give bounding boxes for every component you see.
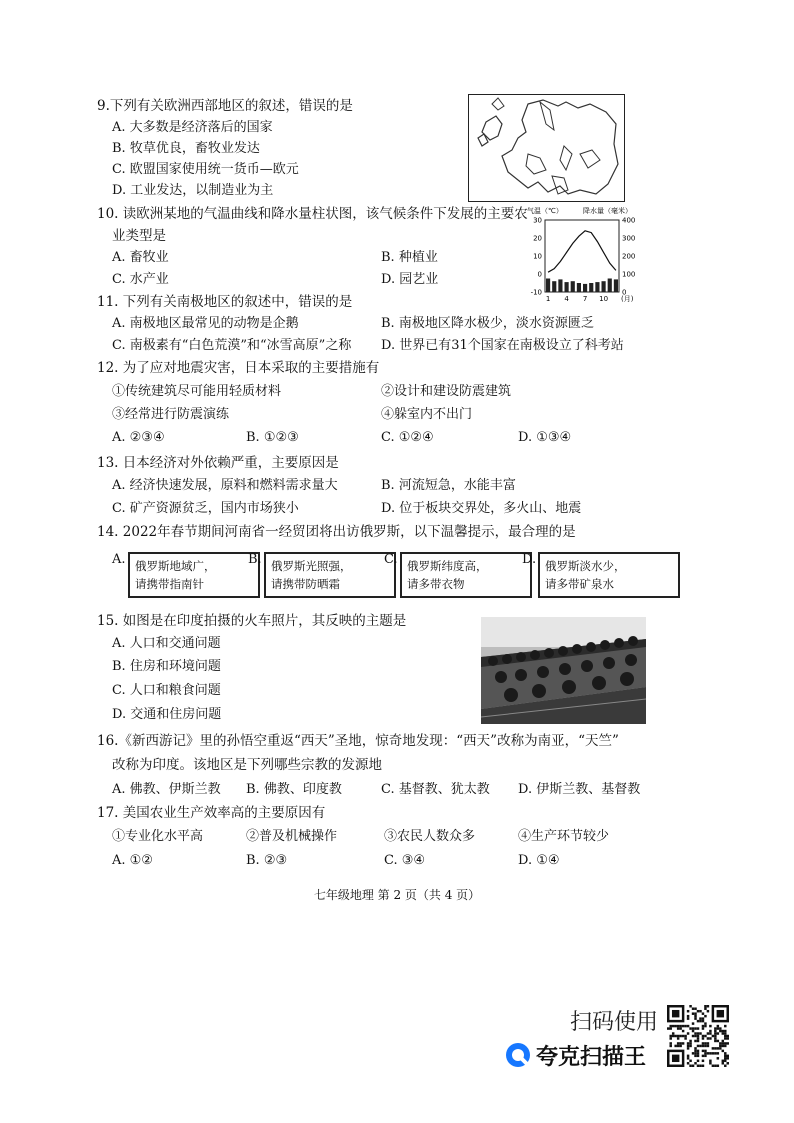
qr-module bbox=[687, 1025, 689, 1027]
qr-module bbox=[717, 1010, 724, 1017]
qr-module bbox=[677, 1035, 679, 1037]
q17-stem: 17. 美国农业生产效率高的主要原因有 bbox=[97, 805, 326, 821]
qr-module bbox=[707, 1052, 709, 1054]
chart-left-tick: 10 bbox=[533, 252, 542, 261]
qr-module bbox=[687, 1015, 689, 1017]
qr-module bbox=[677, 1042, 679, 1044]
qr-module bbox=[694, 1035, 696, 1037]
precipitation-bar bbox=[608, 279, 612, 293]
qr-module bbox=[687, 1042, 689, 1044]
chart-left-ticks bbox=[531, 217, 542, 297]
q9-option-a: A. 大多数是经济落后的国家 bbox=[112, 120, 273, 135]
qr-module bbox=[717, 1057, 719, 1059]
qr-module bbox=[687, 1017, 689, 1019]
q10-option-b: B. 种植业 bbox=[381, 250, 438, 265]
qr-module bbox=[702, 1027, 704, 1029]
qr-module bbox=[692, 1027, 694, 1029]
q14-card-d bbox=[538, 552, 680, 598]
qr-module bbox=[672, 1025, 674, 1027]
qr-module bbox=[714, 1035, 716, 1037]
qr-module bbox=[692, 1035, 694, 1037]
qr-module bbox=[684, 1035, 686, 1037]
q10-option-c: C. 水产业 bbox=[112, 272, 169, 287]
precipitation-bar bbox=[558, 279, 562, 292]
qr-module bbox=[689, 1005, 691, 1007]
qr-module bbox=[667, 1027, 669, 1029]
qr-module bbox=[702, 1020, 704, 1022]
qr-module bbox=[719, 1027, 721, 1029]
qr-module bbox=[717, 1032, 719, 1034]
qr-module bbox=[679, 1027, 681, 1029]
qr-module bbox=[719, 1045, 721, 1047]
chart-x-tick: 1 bbox=[545, 295, 551, 303]
qr-module bbox=[702, 1035, 704, 1037]
qr-module bbox=[689, 1040, 691, 1042]
qr-module bbox=[724, 1060, 726, 1062]
q12-option-a: A. ②③④ bbox=[112, 430, 165, 445]
chart-right-tick: 300 bbox=[622, 234, 636, 243]
qr-module bbox=[689, 1027, 691, 1029]
qr-module bbox=[692, 1065, 694, 1067]
qr-module bbox=[669, 1045, 671, 1047]
qr-module bbox=[669, 1042, 671, 1044]
chart-right-ticks bbox=[622, 217, 635, 297]
q12-statement-1: ①传统建筑尽可能用轻质材料 bbox=[112, 384, 282, 399]
q12-option-c: C. ①②④ bbox=[381, 430, 434, 445]
qr-module bbox=[709, 1062, 711, 1064]
qr-module bbox=[704, 1050, 706, 1052]
qr-module bbox=[707, 1010, 709, 1012]
qr-module bbox=[689, 1042, 691, 1044]
qr-module bbox=[694, 1032, 696, 1034]
qr-module bbox=[682, 1035, 684, 1037]
qr-module bbox=[709, 1032, 711, 1034]
page-footer: 七年级地理 第 2 页（共 4 页） bbox=[313, 888, 481, 902]
qr-module bbox=[699, 1065, 701, 1067]
qr-module bbox=[694, 1052, 696, 1054]
qr-module bbox=[687, 1047, 689, 1049]
qr-module bbox=[724, 1042, 726, 1044]
qr-module bbox=[704, 1005, 706, 1007]
qr-module bbox=[692, 1030, 694, 1032]
q12-stem: 12. 为了应对地震灾害，日本采取的主要措施有 bbox=[97, 360, 380, 376]
q16-stem-line2: 改称为印度。该地区是下列哪些宗教的发源地 bbox=[112, 757, 382, 773]
qr-module bbox=[679, 1035, 681, 1037]
chart-x-tick: 4 bbox=[564, 295, 569, 303]
precipitation-bar bbox=[571, 281, 575, 292]
q13-stem: 13. 日本经济对外依赖严重，主要原因是 bbox=[97, 455, 339, 471]
climate-chart bbox=[525, 204, 645, 304]
qr-module bbox=[719, 1047, 721, 1049]
qr-module bbox=[707, 1032, 709, 1034]
qr-module bbox=[717, 1052, 719, 1054]
europe-map-figure bbox=[468, 94, 625, 202]
qr-module bbox=[704, 1052, 706, 1054]
qr-module bbox=[692, 1022, 694, 1024]
qr-module bbox=[697, 1055, 699, 1057]
qr-module bbox=[724, 1035, 726, 1037]
qr-module bbox=[702, 1055, 704, 1057]
q14-card-a-line1: 俄罗斯地域广， bbox=[135, 559, 216, 573]
q14-stem: 14. 2022年春节期间河南省一经贸团将出访俄罗斯，以下温馨提示，最合理的是 bbox=[97, 524, 576, 540]
qr-module bbox=[702, 1050, 704, 1052]
q14-card-b-line2: 请携带防晒霜 bbox=[271, 577, 340, 591]
qr-module bbox=[702, 1012, 704, 1014]
qr-module bbox=[712, 1052, 714, 1054]
q13-option-d: D. 位于板块交界处，多火山、地震 bbox=[381, 501, 582, 516]
qr-module bbox=[707, 1005, 709, 1007]
qr-module bbox=[687, 1062, 689, 1064]
q17-option-d: D. ①④ bbox=[518, 853, 560, 868]
qr-module bbox=[692, 1012, 694, 1014]
qr-module bbox=[714, 1027, 716, 1029]
precipitation-bars bbox=[546, 279, 618, 293]
qr-module bbox=[697, 1040, 699, 1042]
qr-module bbox=[727, 1037, 729, 1039]
qr-module bbox=[722, 1062, 724, 1064]
qr-module bbox=[687, 1010, 689, 1012]
qr-module bbox=[669, 1035, 671, 1037]
qr-module bbox=[672, 1010, 679, 1017]
qr-module bbox=[727, 1042, 729, 1044]
qr-module bbox=[697, 1045, 699, 1047]
qr-module bbox=[694, 1012, 696, 1014]
qr-module bbox=[724, 1052, 726, 1054]
q14-card-b bbox=[264, 552, 396, 598]
chart-x-tick: 7 bbox=[582, 295, 588, 303]
precipitation-bar bbox=[602, 281, 606, 292]
chart-right-title: 降水量（毫米） bbox=[583, 207, 632, 215]
qr-module bbox=[697, 1060, 699, 1062]
chart-left-title: 气温（℃） bbox=[527, 207, 563, 215]
precipitation-bar bbox=[577, 283, 581, 292]
q17-statement-3: ③农民人数众多 bbox=[384, 829, 476, 844]
qr-module bbox=[717, 1027, 719, 1029]
precipitation-bar bbox=[552, 281, 556, 292]
q13-option-a: A. 经济快速发展，原料和燃料需求量大 bbox=[112, 478, 338, 493]
q15-option-b: B. 住房和环境问题 bbox=[112, 659, 221, 674]
qr-module bbox=[702, 1045, 704, 1047]
q14-card-d-line2: 请多带矿泉水 bbox=[545, 577, 614, 591]
qr-module bbox=[724, 1037, 726, 1039]
q11-option-b: B. 南极地区降水极少，淡水资源匮乏 bbox=[381, 316, 594, 331]
qr-module bbox=[709, 1052, 711, 1054]
q14-card-c-line2: 请多带衣物 bbox=[407, 577, 465, 591]
qr-module bbox=[722, 1042, 724, 1044]
q17-statement-4: ④生产环节较少 bbox=[518, 829, 610, 844]
q10-stem-line1: 10. 读欧洲某地的气温曲线和降水量柱状图，该气候条件下发展的主要农 bbox=[97, 206, 528, 222]
qr-module bbox=[669, 1027, 671, 1029]
qr-module bbox=[724, 1045, 726, 1047]
qr-module bbox=[689, 1060, 691, 1062]
qr-module bbox=[719, 1030, 721, 1032]
qr-module bbox=[702, 1025, 704, 1027]
qr-module bbox=[724, 1065, 726, 1067]
q17-option-a: A. ①② bbox=[112, 853, 153, 868]
qr-module bbox=[709, 1060, 711, 1062]
q9-option-b: B. 牧草优良，畜牧业发达 bbox=[112, 141, 260, 156]
qr-module bbox=[697, 1035, 699, 1037]
qr-module bbox=[727, 1062, 729, 1064]
qr-module bbox=[699, 1045, 701, 1047]
q11-option-a: A. 南极地区最常见的动物是企鹅 bbox=[112, 316, 299, 331]
qr-module bbox=[727, 1057, 729, 1059]
qr-module bbox=[697, 1037, 699, 1039]
qr-module bbox=[689, 1045, 691, 1047]
qr-module bbox=[709, 1037, 711, 1039]
q10-option-d: D. 园艺业 bbox=[381, 272, 439, 287]
qr-module bbox=[724, 1030, 726, 1032]
q11-option-c: C. 南极素有“白色荒漠”和“冰雪高原”之称 bbox=[112, 338, 352, 353]
q14-card-b-label: B. bbox=[248, 552, 262, 567]
qr-module bbox=[682, 1030, 684, 1032]
qr-module bbox=[707, 1037, 709, 1039]
qr-module bbox=[699, 1017, 701, 1019]
chart-left-tick: 0 bbox=[537, 270, 542, 279]
qr-module bbox=[714, 1032, 716, 1034]
qr-module bbox=[702, 1042, 704, 1044]
qr-module bbox=[714, 1052, 716, 1054]
qr-module bbox=[717, 1040, 719, 1042]
qr-module bbox=[717, 1065, 719, 1067]
qr-module bbox=[702, 1060, 704, 1062]
qr-module bbox=[702, 1037, 704, 1039]
qr-module bbox=[712, 1047, 714, 1049]
qr-module bbox=[694, 1055, 696, 1057]
q15-option-d: D. 交通和住房问题 bbox=[112, 707, 222, 722]
qr-module bbox=[677, 1027, 679, 1029]
q14-card-a-label: A. bbox=[112, 552, 126, 567]
chart-x-tick: (月) bbox=[621, 295, 634, 303]
qr-module bbox=[722, 1040, 724, 1042]
chart-right-tick: 400 bbox=[622, 216, 636, 225]
qr-module bbox=[672, 1035, 674, 1037]
qr-module bbox=[692, 1052, 694, 1054]
qr-module bbox=[704, 1025, 706, 1027]
quark-logo-icon bbox=[505, 1042, 531, 1068]
qr-code[interactable] bbox=[667, 1005, 729, 1067]
qr-module bbox=[722, 1030, 724, 1032]
qr-module bbox=[712, 1065, 714, 1067]
q14-card-a-line2: 请携带指南针 bbox=[135, 577, 204, 591]
chart-left-tick: 20 bbox=[533, 234, 542, 243]
qr-module bbox=[724, 1057, 726, 1059]
scan-to-use-label: 扫码使用 bbox=[570, 1010, 659, 1035]
precipitation-bar bbox=[546, 279, 550, 293]
q14-card-b-line1: 俄罗斯光照强， bbox=[271, 559, 352, 573]
qr-module bbox=[677, 1037, 679, 1039]
q13-option-b: B. 河流短急，水能丰富 bbox=[381, 478, 516, 493]
qr-module bbox=[704, 1042, 706, 1044]
qr-module bbox=[672, 1055, 679, 1062]
qr-module bbox=[704, 1007, 706, 1009]
q16-option-d: D. 伊斯兰教、基督教 bbox=[518, 782, 641, 797]
qr-module bbox=[709, 1030, 711, 1032]
qr-module bbox=[702, 1065, 704, 1067]
qr-module bbox=[694, 1047, 696, 1049]
q14-card-d-label: D. bbox=[522, 552, 537, 567]
qr-module bbox=[669, 1025, 671, 1027]
qr-module bbox=[687, 1057, 689, 1059]
qr-module bbox=[694, 1040, 696, 1042]
q14-card-d-line1: 俄罗斯淡水少， bbox=[545, 559, 626, 573]
qr-module bbox=[722, 1050, 724, 1052]
qr-module bbox=[687, 1032, 689, 1034]
india-train-photo bbox=[481, 617, 646, 724]
scanner-brand: 夸克扫描王 bbox=[536, 1045, 647, 1070]
qr-module bbox=[714, 1047, 716, 1049]
qr-module bbox=[694, 1015, 696, 1017]
q10-stem-line2: 业类型是 bbox=[112, 228, 166, 244]
chart-right-tick: 200 bbox=[622, 252, 636, 261]
q14-card-c-label: C. bbox=[384, 552, 398, 567]
qr-module bbox=[704, 1035, 706, 1037]
qr-module bbox=[672, 1032, 674, 1034]
chart-right-tick: 100 bbox=[622, 270, 636, 279]
q16-option-b: B. 佛教、印度教 bbox=[246, 782, 342, 797]
q9-option-d: D. 工业发达，以制造业为主 bbox=[112, 183, 274, 198]
qr-module bbox=[687, 1055, 689, 1057]
precipitation-bar bbox=[614, 279, 618, 292]
q9-option-c: C. 欧盟国家使用统一货币—欧元 bbox=[112, 162, 299, 177]
q14-card-c bbox=[400, 552, 532, 598]
qr-module bbox=[714, 1065, 716, 1067]
q15-option-c: C. 人口和粮食问题 bbox=[112, 683, 221, 698]
qr-module bbox=[719, 1042, 721, 1044]
q15-option-a: A. 人口和交通问题 bbox=[112, 636, 221, 651]
qr-module bbox=[679, 1042, 681, 1044]
precipitation-bar bbox=[565, 282, 569, 292]
qr-module bbox=[692, 1007, 694, 1009]
chart-x-ticks bbox=[546, 295, 634, 303]
qr-module bbox=[722, 1045, 724, 1047]
qr-module bbox=[674, 1045, 676, 1047]
qr-module bbox=[707, 1042, 709, 1044]
qr-module bbox=[722, 1032, 724, 1034]
qr-module bbox=[704, 1055, 706, 1057]
q15-stem: 15. 如图是在印度拍摄的火车照片，其反映的主题是 bbox=[97, 613, 407, 629]
chart-x-tick: 10 bbox=[599, 295, 609, 303]
q17-statement-2: ②普及机械操作 bbox=[246, 829, 338, 844]
chart-left-tick: -10 bbox=[530, 288, 542, 297]
q9-stem: 9.下列有关欧洲西部地区的叙述，错误的是 bbox=[97, 98, 353, 114]
q17-option-b: B. ②③ bbox=[246, 853, 288, 868]
qr-module bbox=[694, 1007, 696, 1009]
qr-module bbox=[674, 1025, 676, 1027]
qr-module bbox=[697, 1010, 699, 1012]
qr-module bbox=[709, 1025, 711, 1027]
qr-module bbox=[724, 1055, 726, 1057]
q12-statement-2: ②设计和建设防震建筑 bbox=[381, 384, 512, 399]
qr-module bbox=[714, 1030, 716, 1032]
qr-module bbox=[724, 1032, 726, 1034]
qr-module bbox=[704, 1015, 706, 1017]
q17-statement-1: ①专业化水平高 bbox=[112, 829, 204, 844]
temperature-line bbox=[548, 231, 616, 272]
chart-right-tick: 0 bbox=[622, 288, 627, 297]
qr-module bbox=[717, 1025, 719, 1027]
q12-statement-4: ④躲室内不出门 bbox=[381, 407, 473, 422]
qr-module bbox=[699, 1032, 701, 1034]
qr-module bbox=[712, 1035, 714, 1037]
qr-module bbox=[677, 1045, 679, 1047]
qr-module bbox=[684, 1025, 686, 1027]
q12-option-b: B. ①②③ bbox=[246, 430, 299, 445]
qr-module bbox=[717, 1047, 719, 1049]
qr-module bbox=[682, 1025, 684, 1027]
qr-module bbox=[669, 1037, 671, 1039]
q12-option-d: D. ①③④ bbox=[518, 430, 572, 445]
qr-module bbox=[679, 1045, 681, 1047]
qr-module bbox=[697, 1065, 699, 1067]
qr-module bbox=[704, 1022, 706, 1024]
q16-option-a: A. 佛教、伊斯兰教 bbox=[112, 782, 221, 797]
qr-module bbox=[694, 1062, 696, 1064]
qr-module bbox=[674, 1035, 676, 1037]
q14-card-a bbox=[128, 552, 260, 598]
q11-option-d: D. 世界已有31个国家在南极设立了科考站 bbox=[381, 338, 624, 353]
qr-module bbox=[684, 1037, 686, 1039]
qr-module bbox=[677, 1025, 679, 1027]
q12-statement-3: ③经常进行防震演练 bbox=[112, 407, 230, 422]
q16-option-c: C. 基督教、犹太教 bbox=[381, 782, 490, 797]
q17-option-c: C. ③④ bbox=[384, 853, 426, 868]
qr-module bbox=[687, 1045, 689, 1047]
qr-module bbox=[679, 1025, 681, 1027]
qr-module bbox=[727, 1055, 729, 1057]
qr-module bbox=[694, 1050, 696, 1052]
qr-module bbox=[714, 1040, 716, 1042]
qr-module bbox=[727, 1035, 729, 1037]
qr-module bbox=[714, 1037, 716, 1039]
qr-module bbox=[704, 1045, 706, 1047]
qr-module bbox=[699, 1010, 701, 1012]
q11-stem: 11. 下列有关南极地区的叙述中，错误的是 bbox=[97, 294, 353, 310]
precipitation-bar bbox=[583, 284, 587, 292]
qr-module bbox=[694, 1027, 696, 1029]
qr-module bbox=[722, 1060, 724, 1062]
precipitation-bar bbox=[589, 283, 593, 292]
qr-module bbox=[702, 1017, 704, 1019]
q13-option-c: C. 矿产资源贫乏，国内市场狭小 bbox=[112, 501, 299, 516]
chart-left-tick: 30 bbox=[533, 216, 542, 225]
qr-module bbox=[697, 1032, 699, 1034]
qr-module bbox=[694, 1017, 696, 1019]
qr-module bbox=[707, 1045, 709, 1047]
q16-stem-line1: 16.《新西游记》里的孙悟空重返“西天”圣地，惊奇地发现：“西天”改称为南亚，“天竺” bbox=[97, 733, 619, 749]
precipitation-bar bbox=[595, 282, 599, 292]
qr-module bbox=[697, 1027, 699, 1029]
q14-card-c-line1: 俄罗斯纬度高， bbox=[407, 559, 488, 573]
q10-option-a: A. 畜牧业 bbox=[112, 250, 169, 265]
qr-module bbox=[697, 1052, 699, 1054]
qr-module bbox=[724, 1025, 726, 1027]
qr-module bbox=[699, 1020, 701, 1022]
qr-module bbox=[682, 1042, 684, 1044]
qr-module bbox=[697, 1050, 699, 1052]
qr-module bbox=[689, 1065, 691, 1067]
qr-module bbox=[697, 1020, 699, 1022]
